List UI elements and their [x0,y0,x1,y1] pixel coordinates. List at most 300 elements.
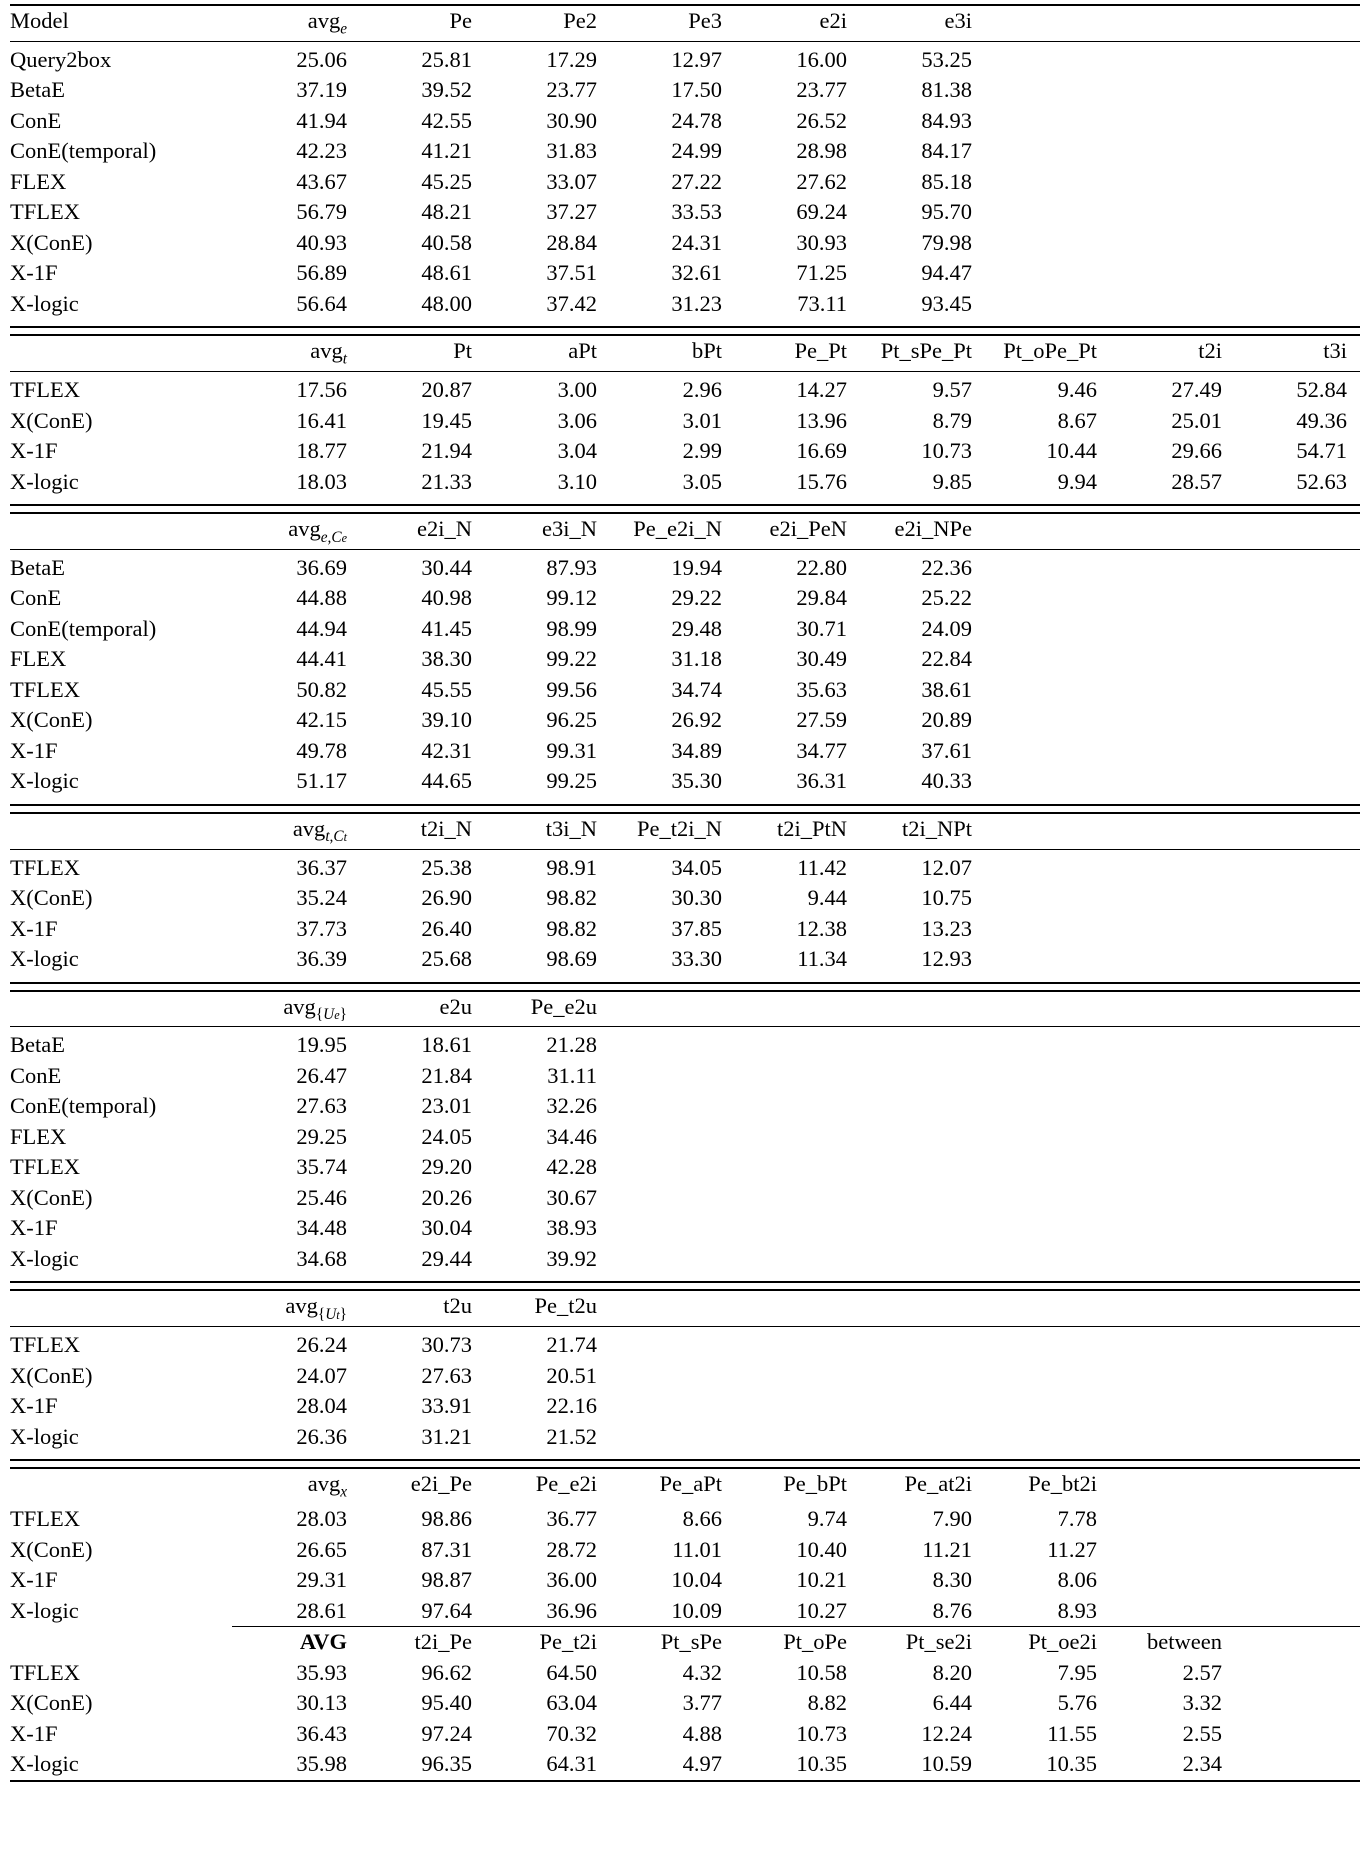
cell-filler [1357,436,1360,467]
cell-filler [607,1030,1360,1061]
cell-value: 10.40 [796,1536,847,1562]
cell-value: 87.31 [421,1536,472,1562]
row-model-name: TFLEX [10,377,80,403]
cell-value: 25.68 [421,946,472,972]
cell-value: 31.23 [671,290,722,316]
cell-value: 27.49 [1171,377,1222,403]
table-row [10,1122,1360,1153]
cell-value: 20.26 [421,1184,472,1210]
row-model-name: BetaE [10,554,65,580]
cell-value: 29.22 [671,585,722,611]
cell-value: 31.21 [421,1423,472,1449]
table-row [10,1061,1360,1092]
cell-value: 29.48 [671,615,722,641]
cell-value: 50.82 [296,676,347,702]
cell-value: 27.22 [671,168,722,194]
column-header-model-blank [10,1627,232,1658]
cell-value: 42.28 [546,1154,597,1180]
row-model-name: X-logic [10,468,79,494]
header-row [10,514,1360,549]
cell-value: 22.36 [921,554,972,580]
cell-value: 98.99 [546,615,597,641]
cell-value: 37.73 [296,915,347,941]
cell-value: 40.33 [921,768,972,794]
cell-value: 22.84 [921,646,972,672]
cell-value: 18.03 [296,468,347,494]
row-model-name: X-logic [10,768,79,794]
cell-value: 30.67 [546,1184,597,1210]
cell-value: 10.27 [796,1597,847,1623]
cell-value: 44.88 [296,585,347,611]
cell-value: 19.95 [296,1032,347,1058]
cell-value: 26.92 [671,707,722,733]
results-table-root [10,4,1360,1782]
row-model-name: ConE [10,107,62,133]
block-body-avg-overall [10,1658,1360,1780]
column-header-t2i_N: t2i_N [420,815,472,841]
row-model-name: X-1F [10,915,58,941]
row-model-name: X-1F [10,438,58,464]
cell-value: 27.63 [296,1093,347,1119]
header-row [10,6,1360,41]
horizontal-rule [10,804,1360,814]
cell-value: 3.32 [1182,1690,1222,1716]
cell-value: 12.93 [921,946,972,972]
block-header-avg-overall [10,1627,1360,1658]
cell-filler [982,644,1360,675]
row-model-name: X-logic [10,1751,79,1777]
cell-value: 25.06 [296,46,347,72]
table-row [10,406,1360,437]
cell-value: 10.35 [1046,1751,1097,1777]
cell-value: 69.24 [796,199,847,225]
cell-value: 24.99 [671,138,722,164]
row-model-name: BetaE [10,1032,65,1058]
cell-filler [1107,1565,1360,1596]
cell-filler [982,197,1360,228]
row-model-name: X-logic [10,946,79,972]
table-row [10,1361,1360,1392]
cell-value: 16.69 [796,438,847,464]
column-header-model-blank [10,514,232,549]
cell-value: 37.19 [296,77,347,103]
column-header-avg: avg$_{e,Ce}$ [288,516,347,546]
cell-value: 10.09 [671,1597,722,1623]
cell-filler [1357,467,1360,498]
cell-filler [982,883,1360,914]
row-model-name: TFLEX [10,199,80,225]
cell-value: 36.69 [296,554,347,580]
cell-value: 99.31 [546,737,597,763]
cell-value: 99.25 [546,768,597,794]
cell-value: 98.87 [421,1567,472,1593]
column-header-Pt: Pt [453,338,472,364]
column-header-e2i_Pe: e2i_Pe [410,1471,472,1497]
cell-value: 30.71 [796,615,847,641]
row-model-name: X(ConE) [10,1536,93,1562]
cell-value: 64.31 [546,1751,597,1777]
cell-value: 37.61 [921,737,972,763]
column-header-filler [607,1291,1360,1326]
cell-value: 30.90 [546,107,597,133]
header-row [10,1627,1360,1658]
column-header-avg: avg$_{\{Ut\}}$ [285,1293,347,1323]
cell-value: 21.94 [421,438,472,464]
cell-value: 20.89 [921,707,972,733]
cell-value: 25.46 [296,1184,347,1210]
table-row [10,228,1360,259]
cell-value: 31.83 [546,138,597,164]
cell-filler [607,1152,1360,1183]
cell-value: 45.55 [421,676,472,702]
column-header-Pe3: Pe3 [688,8,722,33]
cell-value: 33.07 [546,168,597,194]
column-header-Pt_se2i: Pt_se2i [905,1629,972,1655]
cell-value: 31.11 [547,1062,597,1088]
cell-value: 26.90 [421,885,472,911]
cell-value: 10.59 [921,1751,972,1777]
cell-value: 40.58 [421,229,472,255]
column-header-bPt: bPt [691,338,722,364]
table-row [10,136,1360,167]
cell-value: 28.04 [296,1393,347,1419]
column-header-avg: avg$_{t,Ct}$ [292,815,347,846]
table-row [10,944,1360,975]
cell-value: 28.03 [296,1506,347,1532]
column-header-model-blank [10,1469,232,1504]
cell-value: 48.00 [421,290,472,316]
cell-value: 33.53 [671,199,722,225]
row-model-name: X(ConE) [10,229,93,255]
column-header-t2i_Pe: t2i_Pe [414,1629,472,1655]
cell-value: 23.77 [546,77,597,103]
cell-value: 27.59 [796,707,847,733]
cell-value: 22.16 [546,1393,597,1419]
table-row [10,1596,1360,1627]
table-row [10,1244,1360,1275]
header-row [10,336,1360,371]
cell-value: 35.93 [296,1659,347,1685]
block-body-entity-negation [10,553,1360,797]
column-header-Pt_sPe_Pt: Pt_sPe_Pt [880,338,972,364]
cell-value: 84.93 [921,107,972,133]
cell-filler [982,289,1360,320]
cell-value: 36.31 [796,768,847,794]
cell-value: 35.63 [796,676,847,702]
cell-value: 37.27 [546,199,597,225]
cell-value: 21.74 [546,1332,597,1358]
cell-value: 2.96 [682,377,722,403]
cell-value: 96.35 [421,1751,472,1777]
cell-filler [982,583,1360,614]
column-header-Pe_t2i: Pe_t2i [539,1629,597,1655]
cell-value: 30.49 [796,646,847,672]
column-header-Pe2: Pe2 [563,8,597,33]
table-row [10,436,1360,467]
cell-filler [982,853,1360,884]
row-model-name: X(ConE) [10,1362,93,1388]
row-model-name: TFLEX [10,1154,80,1180]
cell-filler [982,766,1360,797]
row-model-name: X-logic [10,290,79,316]
cell-value: 34.89 [671,737,722,763]
column-header-avg: avg$_x$ [307,1471,347,1501]
header-row [10,1291,1360,1326]
cell-value: 28.72 [546,1536,597,1562]
cell-value: 17.50 [671,77,722,103]
cell-value: 12.97 [671,46,722,72]
column-header-avg: avg$_e$ [307,8,347,38]
cell-value: 9.85 [932,468,972,494]
table-row [10,1565,1360,1596]
table-row [10,883,1360,914]
cell-filler [982,944,1360,975]
column-header-filler [1107,1469,1360,1504]
cell-filler [982,614,1360,645]
cell-value: 2.57 [1182,1659,1222,1685]
cell-value: 35.98 [296,1751,347,1777]
cell-value: 56.79 [296,199,347,225]
cell-value: 21.28 [546,1032,597,1058]
cell-value: 25.01 [1171,407,1222,433]
cell-value: 20.87 [421,377,472,403]
column-header-Pe_Pt: Pe_Pt [794,338,847,364]
cell-value: 44.65 [421,768,472,794]
cell-filler [607,1391,1360,1422]
cell-value: 17.56 [296,377,347,403]
table-row [10,106,1360,137]
cell-value: 15.76 [796,468,847,494]
table-row [10,766,1360,797]
cell-value: 45.25 [421,168,472,194]
cell-filler [1107,1504,1360,1535]
cell-value: 26.65 [296,1536,347,1562]
cell-value: 98.82 [546,915,597,941]
cell-filler [982,136,1360,167]
cell-value: 94.47 [921,260,972,286]
cell-value: 10.73 [796,1720,847,1746]
cell-value: 9.74 [807,1506,847,1532]
cell-value: 10.44 [1046,438,1097,464]
table-row [10,644,1360,675]
cell-value: 9.57 [932,377,972,403]
row-model-name: ConE(temporal) [10,615,157,641]
table-row [10,614,1360,645]
cell-value: 33.91 [421,1393,472,1419]
cell-value: 3.10 [557,468,597,494]
cell-value: 3.77 [682,1690,722,1716]
cell-value: 4.97 [682,1751,722,1777]
cell-filler [982,553,1360,584]
column-header-Pe_e2u: Pe_e2u [530,993,597,1019]
column-header-e2i_N: e2i_N [417,516,472,542]
row-model-name: X(ConE) [10,1184,93,1210]
cell-filler [607,1213,1360,1244]
column-header-filler [607,992,1360,1027]
cell-value: 10.21 [796,1567,847,1593]
cell-value: 99.56 [546,676,597,702]
cell-value: 18.61 [421,1032,472,1058]
table-row [10,553,1360,584]
row-model-name: X-1F [10,260,58,286]
block-header-temporal-negation [10,814,1360,849]
cell-value: 26.47 [296,1062,347,1088]
row-model-name: FLEX [10,1123,67,1149]
cell-filler [1232,1658,1360,1689]
row-model-name: ConE [10,1062,62,1088]
cell-value: 33.30 [671,946,722,972]
row-model-name: X(ConE) [10,407,93,433]
row-model-name: ConE(temporal) [10,1093,157,1119]
horizontal-rule [10,326,1360,336]
row-model-name: TFLEX [10,1659,80,1685]
cell-value: 3.06 [557,407,597,433]
cell-value: 12.24 [921,1720,972,1746]
cell-value: 44.94 [296,615,347,641]
table-row [10,75,1360,106]
row-model-name: TFLEX [10,1506,80,1532]
cell-filler [982,675,1360,706]
table-row [10,258,1360,289]
column-header-filler [982,814,1360,849]
column-header-model-blank [10,336,232,371]
block-body-cross-x [10,1504,1360,1626]
cell-value: 41.94 [296,107,347,133]
block-header-entity-union [10,992,1360,1027]
table-row [10,467,1360,498]
table-row [10,45,1360,76]
table-row [10,853,1360,884]
cell-value: 8.20 [932,1659,972,1685]
cell-value: 48.21 [421,199,472,225]
cell-value: 98.82 [546,885,597,911]
column-header-model-blank [10,814,232,849]
table-row [10,1152,1360,1183]
cell-filler [982,736,1360,767]
cell-value: 35.30 [671,768,722,794]
cell-value: 3.04 [557,438,597,464]
cell-value: 26.36 [296,1423,347,1449]
header-row [10,814,1360,849]
column-header-t2u: t2u [443,1293,472,1319]
cell-value: 8.30 [932,1567,972,1593]
table-row [10,1504,1360,1535]
column-header-avg: avg$_{\{Ue\}}$ [283,993,347,1024]
cell-value: 25.38 [421,854,472,880]
cell-value: 41.21 [421,138,472,164]
cell-value: 25.81 [421,46,472,72]
cell-value: 8.93 [1057,1597,1097,1623]
cell-value: 7.78 [1057,1506,1097,1532]
cell-value: 31.18 [671,646,722,672]
cell-value: 20.51 [546,1362,597,1388]
cell-value: 97.64 [421,1597,472,1623]
cell-value: 24.09 [921,615,972,641]
cell-value: 79.98 [921,229,972,255]
column-header-avg: avg$_t$ [310,338,347,368]
block-body-temporal-negation [10,853,1360,975]
column-header-Pe_t2i_N: Pe_t2i_N [636,815,722,841]
cell-value: 3.01 [682,407,722,433]
cell-value: 43.67 [296,168,347,194]
cell-value: 7.95 [1057,1659,1097,1685]
cell-value: 10.58 [796,1659,847,1685]
cell-filler [982,914,1360,945]
row-model-name: X-1F [10,1393,58,1419]
column-header-avg: AVG [299,1629,347,1655]
cell-filler [982,258,1360,289]
table-row [10,1091,1360,1122]
cell-value: 36.39 [296,946,347,972]
cell-value: 24.05 [421,1123,472,1149]
table-row [10,675,1360,706]
table-row [10,736,1360,767]
column-header-t2i_PtN: t2i_PtN [776,815,847,841]
cell-value: 56.64 [296,290,347,316]
cell-value: 8.76 [932,1597,972,1623]
cell-filler [607,1330,1360,1361]
cell-value: 30.13 [296,1690,347,1716]
header-row [10,1469,1360,1504]
row-model-name: X-1F [10,1567,58,1593]
cell-filler [1357,375,1360,406]
column-header-e2i_NPe: e2i_NPe [894,516,972,542]
column-header-e2u: e2u [439,993,472,1019]
table-row [10,705,1360,736]
cell-value: 42.15 [296,707,347,733]
cell-value: 29.44 [421,1245,472,1271]
column-header-Pe_at2i: Pe_at2i [904,1471,972,1497]
cell-value: 39.52 [421,77,472,103]
column-header-filler [982,6,1360,41]
horizontal-rule [10,1459,1360,1469]
cell-value: 54.71 [1296,438,1347,464]
cell-value: 6.44 [932,1690,972,1716]
cell-value: 26.40 [421,915,472,941]
cell-value: 48.61 [421,260,472,286]
cell-value: 32.61 [671,260,722,286]
column-header-t2i: t2i [1198,338,1222,364]
cell-value: 36.96 [546,1597,597,1623]
cell-value: 19.45 [421,407,472,433]
cell-value: 10.73 [921,438,972,464]
cell-value: 53.25 [921,46,972,72]
row-model-name: FLEX [10,646,67,672]
cell-filler [982,228,1360,259]
row-model-name: X-logic [10,1245,79,1271]
cell-value: 40.93 [296,229,347,255]
cell-value: 19.94 [671,554,722,580]
cell-value: 32.26 [546,1093,597,1119]
cell-value: 30.30 [671,885,722,911]
cell-value: 34.77 [796,737,847,763]
cell-value: 8.06 [1057,1567,1097,1593]
cell-value: 95.40 [421,1690,472,1716]
cell-value: 37.51 [546,260,597,286]
row-model-name: X(ConE) [10,885,93,911]
cell-value: 98.86 [421,1506,472,1532]
cell-value: 11.27 [1047,1536,1097,1562]
cell-value: 11.55 [1047,1720,1097,1746]
cell-value: 2.99 [682,438,722,464]
cell-value: 8.66 [682,1506,722,1532]
horizontal-rule [10,982,1360,992]
cell-value: 34.74 [671,676,722,702]
cell-value: 12.07 [921,854,972,880]
column-header-model-blank [10,992,232,1027]
row-model-name: X-1F [10,1215,58,1241]
column-header-e2i_PeN: e2i_PeN [769,516,847,542]
